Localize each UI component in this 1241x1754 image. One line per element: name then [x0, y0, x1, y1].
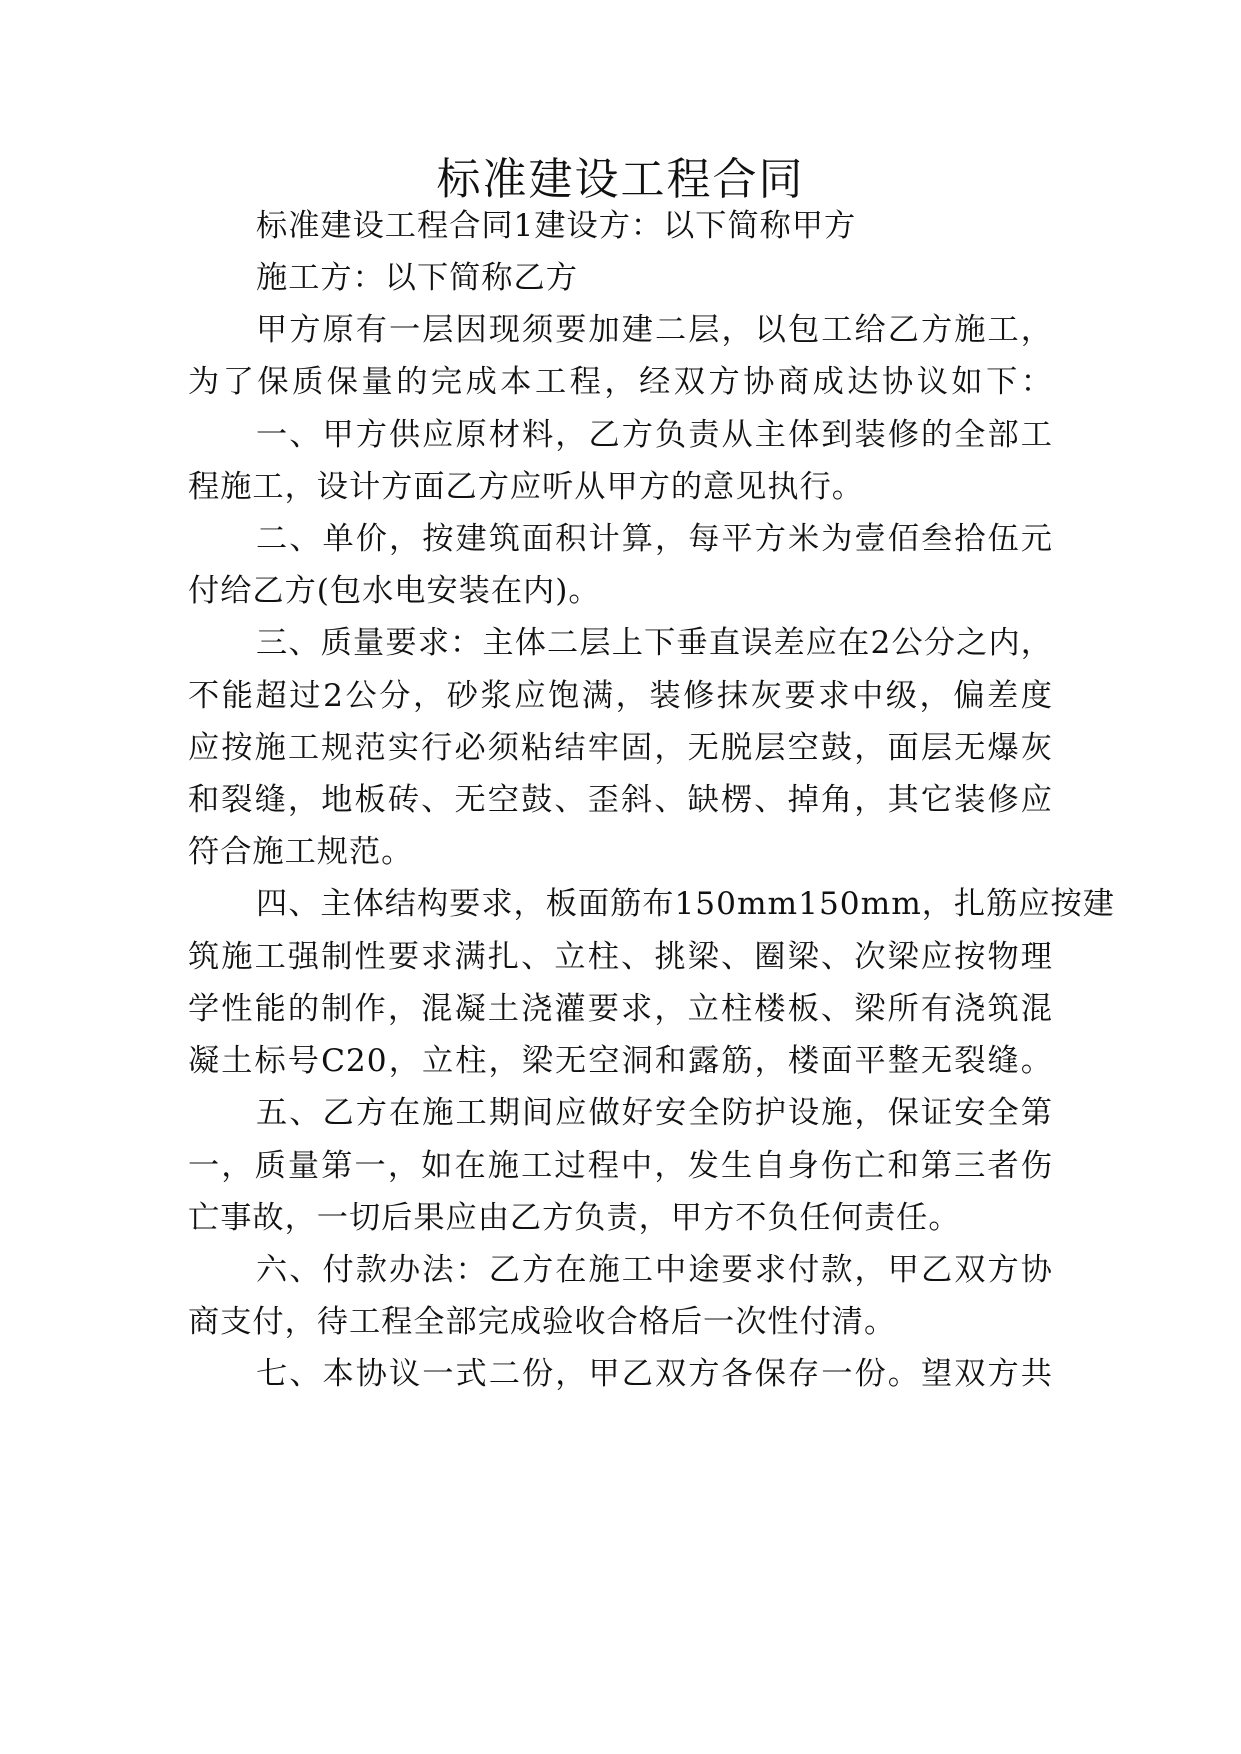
paragraph-line: 商支付，待工程全部完成验收合格后一次性付清。 — [188, 1304, 897, 1340]
paragraph-line: 五、乙方在施工期间应做好安全防护设施，保证安全第 — [256, 1095, 1053, 1131]
paragraph-line: 七、本协议一式二份，甲乙双方各保存一份。望双方共 — [256, 1356, 1053, 1392]
paragraph-line: 和裂缝，地板砖、无空鼓、歪斜、缺楞、掉角，其它装修应 — [188, 782, 1053, 818]
paragraph-line: 亡事故，一切后果应由乙方负责，甲方不负任何责任。 — [188, 1200, 961, 1236]
paragraph-line: 施工方：以下简称乙方 — [256, 260, 578, 296]
paragraph-line: 应按施工规范实行必须粘结牢固，无脱层空鼓，面层无爆灰 — [188, 730, 1053, 766]
paragraph-line: 为了保质保量的完成本工程，经双方协商成达协议如下： — [188, 364, 1053, 400]
paragraph-line: 筑施工强制性要求满扎、立柱、挑梁、圈梁、次梁应按物理 — [188, 939, 1053, 975]
paragraph-line: 付给乙方(包水电安装在内)。 — [188, 573, 601, 609]
paragraph-line: 不能超过2公分，砂浆应饱满，装修抹灰要求中级，偏差度 — [188, 678, 1053, 714]
paragraph-line: 学性能的制作，混凝土浇灌要求，立柱楼板、梁所有浇筑混 — [188, 991, 1053, 1027]
paragraph-line: 甲方原有一层因现须要加建二层，以包工给乙方施工， — [256, 312, 1053, 348]
paragraph-line: 标准建设工程合同1建设方：以下简称甲方 — [256, 208, 857, 244]
paragraph-line: 一、甲方供应原材料，乙方负责从主体到装修的全部工 — [256, 417, 1053, 453]
paragraph-line: 三、质量要求：主体二层上下垂直误差应在2公分之内， — [256, 625, 1053, 661]
paragraph-line: 四、主体结构要求，板面筋布150mm150mm，扎筋应按建 — [256, 886, 1115, 922]
paragraph-line: 凝土标号C20，立柱，梁无空洞和露筋，楼面平整无裂缝。 — [188, 1043, 1053, 1079]
paragraph-line: 六、付款办法：乙方在施工中途要求付款，甲乙双方协 — [256, 1252, 1053, 1288]
paragraph-line: 一，质量第一，如在施工过程中，发生自身伤亡和第三者伤 — [188, 1148, 1053, 1184]
paragraph-line: 符合施工规范。 — [188, 834, 414, 870]
paragraph-line: 程施工，设计方面乙方应听从甲方的意见执行。 — [188, 469, 864, 505]
paragraph-line: 二、单价，按建筑面积计算，每平方米为壹佰叁拾伍元 — [256, 521, 1053, 557]
document-title: 标准建设工程合同 — [436, 154, 805, 205]
